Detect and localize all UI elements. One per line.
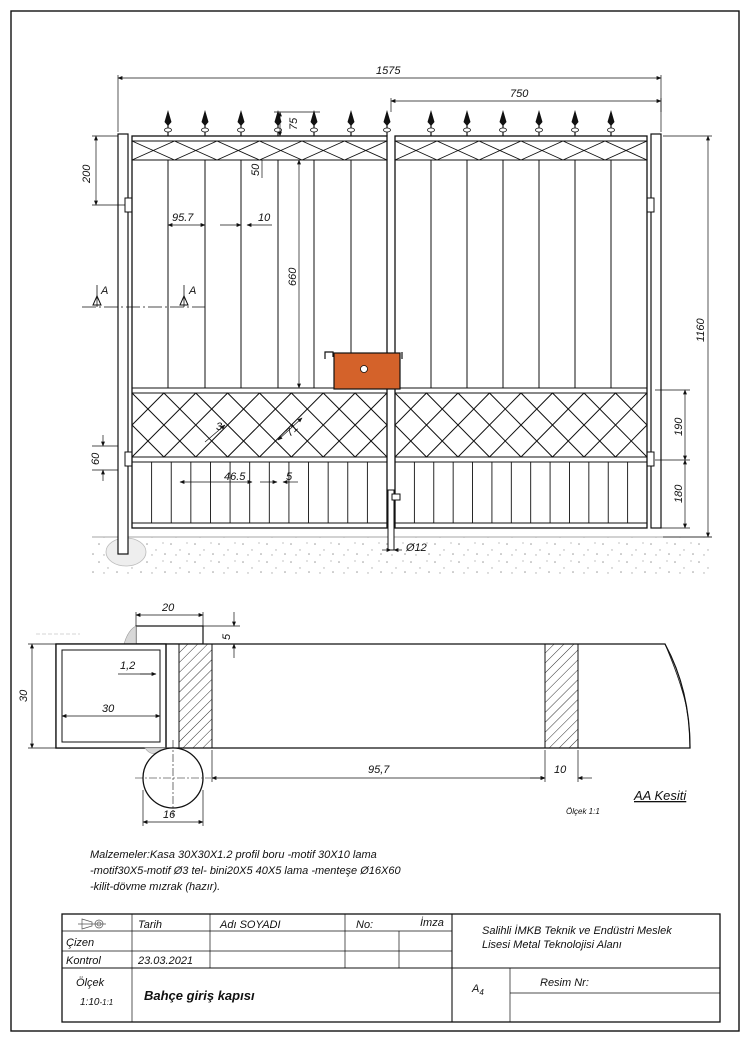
gate-front-view — [81, 65, 712, 577]
dim-overall-height: 1160 — [695, 318, 707, 342]
top-band-lattice — [132, 141, 647, 160]
hinge-bottom-left — [125, 452, 132, 466]
title-block-paper-size: $A_4$ — [472, 983, 484, 997]
drop-bolt-handle — [392, 494, 400, 500]
dim-bar-height: 660 — [287, 267, 299, 286]
post-right — [651, 134, 661, 528]
dim-top-band: 200 — [81, 164, 93, 183]
dim-lower-spacing: 46.5 — [224, 471, 246, 483]
section-marker-left: A — [101, 285, 109, 297]
spear-tip-icon — [572, 110, 579, 136]
hinge-top-left — [125, 198, 132, 212]
hinge-bottom-right — [647, 452, 654, 466]
flange-plate — [136, 626, 203, 644]
dim-bar-width: 10 — [258, 212, 271, 224]
title-block-col-no: No: — [356, 919, 374, 931]
section-aa-view — [18, 602, 690, 826]
profile-tube-inner — [62, 650, 160, 742]
title-block-check-date: 23.03.2021 — [138, 955, 194, 967]
dim-spike-height: 75 — [288, 117, 300, 130]
dim-band-gap: 50 — [250, 163, 262, 176]
lattice-band-rails — [132, 388, 647, 462]
gate-leaf-right — [395, 136, 647, 528]
spear-tip-icon — [311, 110, 318, 136]
title-block-row-drawn: Çizen — [66, 937, 95, 949]
spear-tip-icon — [536, 110, 543, 136]
materials-line-1: Malzemeler:Kasa 30X30X1.2 profil boru -motif 30X10 lama — [90, 849, 377, 861]
hatched-bar-section-2 — [545, 644, 578, 748]
spear-tips — [165, 110, 615, 136]
title-block-scale-value: 1:10-1:1 — [80, 997, 114, 1008]
dim-bottom-height: 180 — [673, 484, 685, 503]
spear-tip-icon — [384, 110, 391, 136]
dim-overall-width: 1575 — [376, 65, 401, 77]
dim-lattice-height: 190 — [673, 417, 685, 436]
spear-tip-icon — [500, 110, 507, 136]
title-block-drawing-title: Bahçe giriş kapısı — [144, 988, 255, 1003]
dim-mid-rail: 60 — [90, 452, 102, 465]
gate-leaf-left — [132, 136, 387, 528]
spear-tip-icon — [275, 110, 282, 136]
hinge-top-right — [647, 198, 654, 212]
projection-symbol-icon — [78, 919, 106, 929]
dim-bar-spacing: 95.7 — [172, 212, 194, 224]
ground-soil — [92, 537, 712, 577]
spear-tip-icon — [608, 110, 615, 136]
dim-lower-bar: 5 — [286, 471, 293, 483]
title-block-school-line-1: Salihli İMKB Teknik ve Endüstri Meslek — [482, 925, 672, 937]
title-block-col-date: Tarih — [138, 919, 163, 931]
title-block-col-name: Adı SOYADI — [220, 919, 281, 931]
dimension-lines — [92, 75, 712, 550]
dim-flange-width: 20 — [162, 602, 175, 614]
spear-tip-icon — [165, 110, 172, 136]
dim-section-pitch: 95,7 — [368, 764, 390, 776]
materials-line-3: -kilit-dövme mızrak (hazır). — [90, 881, 221, 893]
section-scale: Ölçek 1:1 — [566, 807, 600, 816]
dim-wall-thickness: 1,2 — [120, 660, 136, 672]
dim-section-height: 30 — [18, 689, 30, 702]
title-block-scale-label: Ölçek — [76, 977, 105, 989]
title-block-row-check: Kontrol — [66, 955, 101, 967]
diamond-lattice — [132, 393, 647, 457]
spear-tip-icon — [202, 110, 209, 136]
section-title: AA Kesiti — [634, 788, 687, 803]
dim-section-bar: 10 — [554, 764, 567, 776]
materials-note — [90, 849, 401, 893]
spear-tip-icon — [464, 110, 471, 136]
dim-lattice-wire: 3 — [216, 421, 223, 433]
weld-top — [124, 626, 136, 644]
dim-flange-height: 5 — [221, 633, 233, 640]
dim-lattice-pitch: 71 — [283, 421, 301, 440]
spear-tip-icon — [348, 110, 355, 136]
post-left — [118, 134, 128, 554]
dim-pin-diameter: Ø12 — [406, 542, 427, 554]
section-marker-right: A — [189, 285, 197, 297]
title-block-col-sign: İmza — [420, 917, 444, 929]
title-block-drawing-no-label: Resim Nr: — [540, 977, 589, 989]
keyhole-icon — [361, 366, 368, 373]
title-block-school-line-2: Lisesi Metal Teknolojisi Alanı — [482, 939, 622, 951]
materials-line-2: -motif30X5-motif Ø3 tel- bini20X5 40X5 lama -menteşe Ø16X60 — [90, 865, 401, 877]
spear-tip-icon — [238, 110, 245, 136]
hatched-bar-section-1 — [179, 644, 212, 748]
spear-tip-icon — [428, 110, 435, 136]
dim-half-width: 750 — [510, 88, 529, 100]
dim-inner-width: 30 — [102, 703, 115, 715]
dim-hinge-diameter: 16 — [163, 809, 176, 821]
